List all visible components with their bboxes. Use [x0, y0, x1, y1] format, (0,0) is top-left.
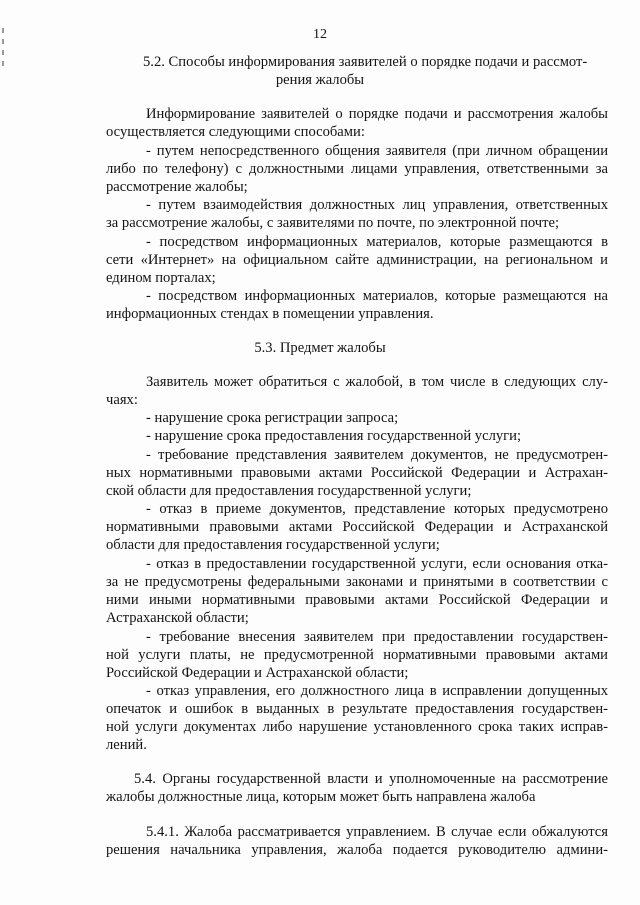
- list-item-line: области для предоставления государственной услуги;: [106, 537, 440, 553]
- section-heading-5-4-line1: 5.4. Органы государственной власти и уполномоченные на рассмотрение: [134, 771, 608, 787]
- list-item-line: - посредством информационных материалов, которые размещаются на: [146, 288, 608, 304]
- list-item-line: ной услуги документах либо нарушение установленного срока таких исправ-: [106, 719, 608, 735]
- paragraph-line: Заявитель может обратиться с жалобой, в том числе в следующих слу-: [146, 374, 608, 390]
- list-item-line: - требование внесения заявителем при предоставлении государствен-: [146, 629, 608, 645]
- list-item-line: за не предусмотрены федеральными законами и принятыми в соответствии с: [106, 574, 608, 590]
- list-item-line: Российской Федерации и Астраханской области;: [106, 665, 409, 681]
- list-item-line: ной услуги платы, не предусмотренной нормативными правовыми актами: [106, 647, 608, 663]
- section-heading-5-2-line2: рения жалобы: [275, 72, 365, 88]
- section-heading-5-3: 5.3. Предмет жалобы: [254, 340, 386, 356]
- paragraph-line: осуществляется следующими способами:: [106, 124, 365, 140]
- list-item-line: за рассмотрение жалобы, с заявителями по почте, по электронной почте;: [106, 215, 560, 231]
- list-item-line: лений.: [106, 737, 147, 753]
- list-item-line: ними иными нормативными правовыми актами Российской Федерации и: [106, 592, 608, 608]
- list-item-line: едином порталах;: [106, 270, 216, 286]
- list-item-line: информационных стендах в помещении управления.: [106, 306, 434, 322]
- list-item-line: ных нормативными правовыми актами Российской Федерации и Астрахан-: [106, 465, 608, 481]
- list-item-line: - путем взаимодействия должностных лиц управления, ответственных: [146, 197, 608, 213]
- list-item-line: - отказ в приеме документов, представление которых предусмотрено: [146, 501, 608, 517]
- list-item-line: Астраханской области;: [106, 610, 249, 626]
- paragraph-line: Информирование заявителей о порядке подачи и рассмотрения жалобы: [146, 106, 608, 122]
- list-item-line: - нарушение срока регистрации запроса;: [146, 410, 399, 426]
- list-item-line: - путем непосредственного общения заявителя (при личном обращении: [146, 143, 608, 159]
- list-item-line: - посредством информационных материалов, которые размещаются в: [146, 234, 608, 250]
- paragraph-line: решения начальника управления, жалоба подается руководителю админи-: [106, 842, 608, 858]
- page-number: 12: [313, 27, 327, 42]
- list-item-line: либо по телефону) с должностными лицами управления, ответственными за: [106, 161, 608, 177]
- list-item-line: - требование представления заявителем документов, не предусмотрен-: [146, 447, 608, 463]
- list-item-line: ской области для предоставления государственной услуги;: [106, 483, 472, 499]
- list-item-line: сети «Интернет» на официальном сайте администрации, на региональном и: [106, 252, 608, 268]
- paragraph-line: чаях:: [106, 392, 138, 408]
- list-item-line: опечаток и ошибок в выданных в результате предоставления государствен-: [106, 701, 608, 717]
- list-item-line: рассмотрение жалобы;: [106, 179, 248, 195]
- section-heading-5-4-line2: жалобы должностные лица, которым может быть направлена жалоба: [106, 789, 536, 805]
- list-item-line: - отказ управления, его должностного лица в исправлении допущенных: [146, 683, 608, 699]
- list-item-line: - отказ в предоставлении государственной услуги, если основания отка-: [146, 556, 608, 572]
- list-item-line: нормативными правовыми актами Российской Федерации и Астраханской: [106, 519, 608, 535]
- paragraph-line: 5.4.1. Жалоба рассматривается управлением. В случае если обжалуются: [146, 824, 608, 840]
- section-heading-5-2-line1: 5.2. Способы информирования заявителей о порядке подачи и рассмот-: [143, 54, 588, 70]
- list-item-line: - нарушение срока предоставления государственной услуги;: [146, 428, 522, 444]
